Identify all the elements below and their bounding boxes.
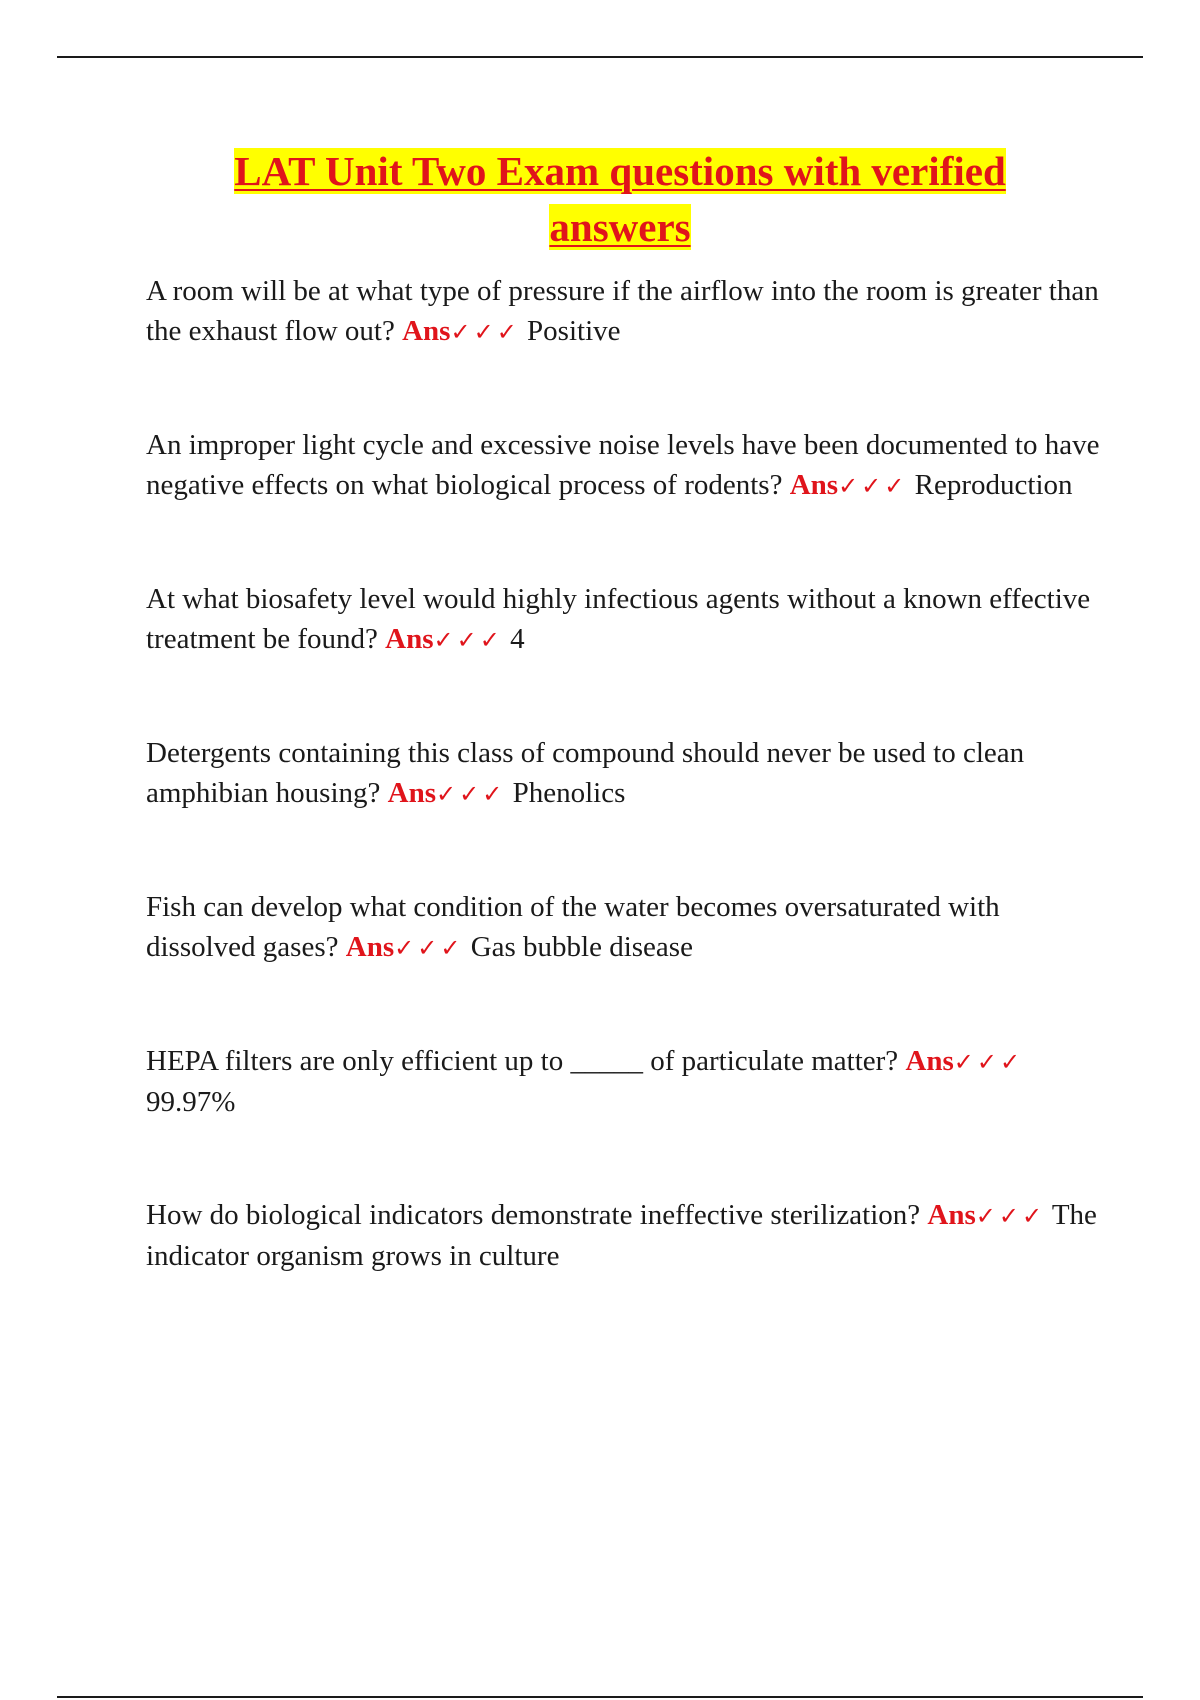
answer-label: Ans [789,469,839,501]
title-line-2: answers [549,204,691,250]
question-text: At what biosafety level would highly infectious agents without a known effective treatment be found? [146,583,1091,655]
bottom-rule [57,1696,1143,1698]
answer-text: Reproduction [914,469,1073,501]
qa-item [146,579,1106,660]
answer-text: Phenolics [512,777,626,809]
answer-label: Ans [402,315,451,347]
question-text: How do biological indicators demonstrate ineffective sterilization? [146,1199,921,1231]
qa-item [146,1041,1106,1122]
checkmark-icon: ✓✓✓ [953,1048,1024,1076]
qa-item [146,887,1106,968]
answer-label: Ans [927,1199,976,1231]
question-text: Fish can develop what condition of the water becomes oversaturated with dissolved gases? [146,891,1000,963]
checkmark-icon: ✓✓✓ [838,472,908,500]
answer-label: Ans [385,623,434,655]
checkmark-icon: ✓✓✓ [436,780,506,808]
answer-label: Ans [345,931,395,963]
checkmark-icon: ✓✓✓ [975,1202,1046,1230]
page-title [180,143,1060,255]
answer-label: Ans [905,1045,954,1077]
checkmark-icon: ✓✓✓ [433,626,503,654]
answer-text: The indicator organism grows in culture [146,1199,1097,1272]
answer-label: Ans [387,777,436,809]
question-text: Detergents containing this class of compound should never be used to clean amphibian housing? [146,737,1025,809]
answer-text: Positive [527,315,621,347]
qa-item [146,1195,1106,1276]
title-line-1: LAT Unit Two Exam questions with verified [234,148,1006,194]
top-rule [57,56,1143,58]
qa-item [146,733,1106,814]
question-text: HEPA filters are only efficient up to _____ of particulate matter? [146,1045,899,1077]
answer-text: Gas bubble disease [470,931,693,963]
checkmark-icon: ✓✓✓ [394,934,464,962]
qa-list [146,271,1106,1349]
answer-text: 4 [510,623,525,655]
qa-item [146,425,1106,506]
question-text: An improper light cycle and excessive noise levels have been documented to have negative effects on what biological process of rodents? [146,429,1100,501]
question-text: A room will be at what type of pressure if the airflow into the room is greater than the exhaust flow out? [146,275,1099,347]
qa-item [146,271,1106,352]
answer-text: 99.97% [146,1086,236,1118]
checkmark-icon: ✓✓✓ [450,318,520,346]
